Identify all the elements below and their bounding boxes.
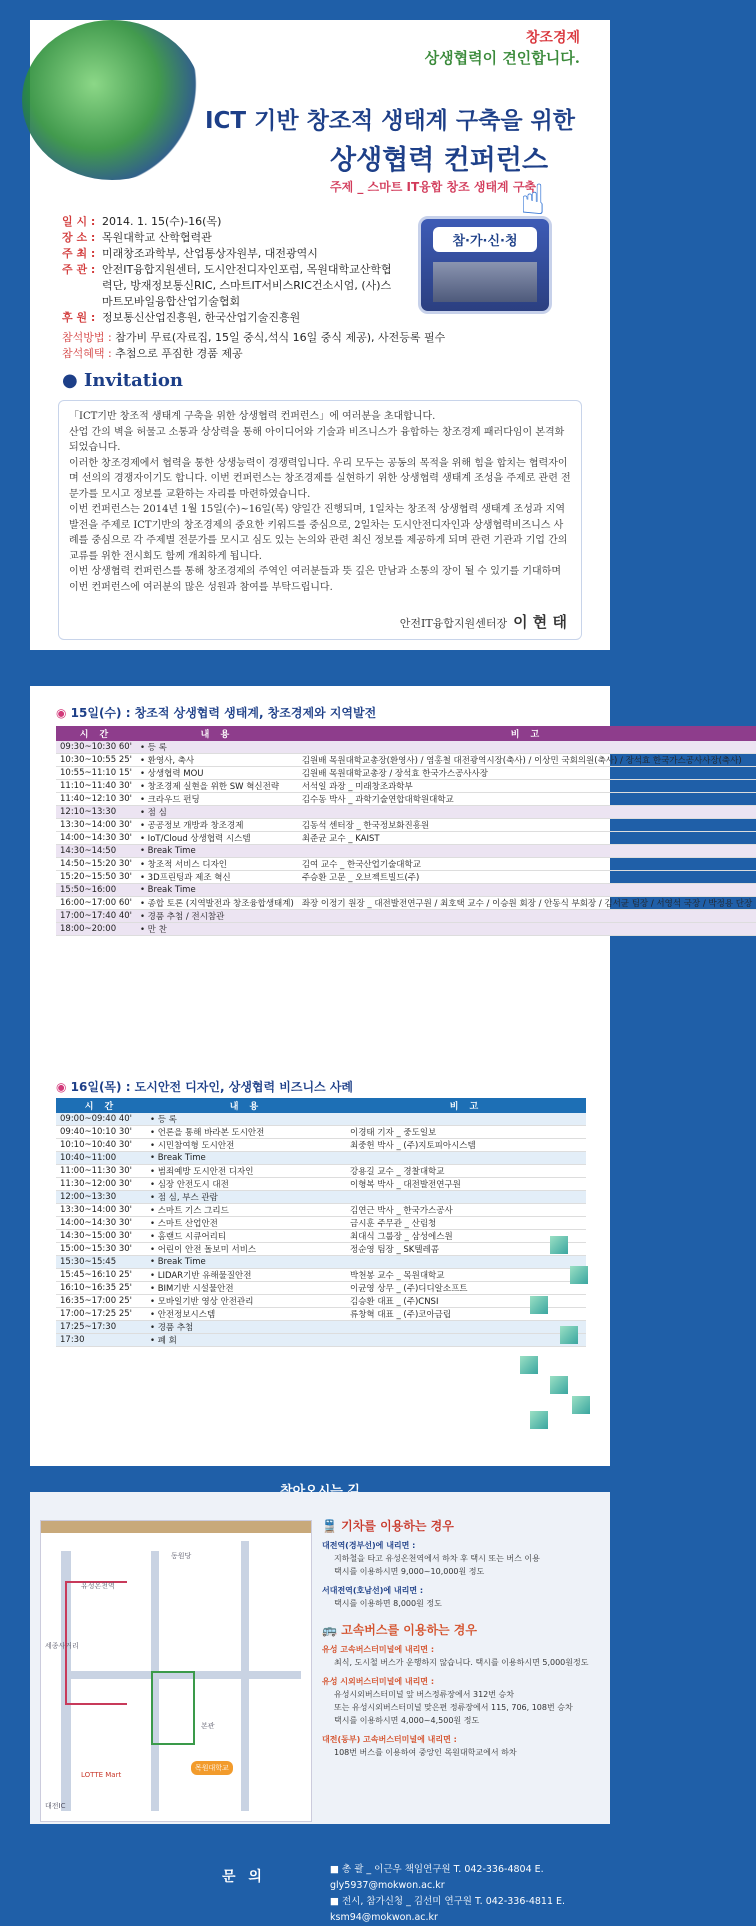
mokwon-marker: 목원대학교	[191, 1761, 233, 1775]
schedule-row: 17:30 • 폐 회	[56, 1334, 586, 1347]
train-heading: 🚆 기차를 이용하는 경우	[322, 1519, 454, 1533]
title-line2: 상생협력 컨퍼런스	[330, 145, 549, 176]
schedule-row: 09:30~10:30 60' • 등 록	[56, 741, 756, 754]
schedule-row: 15:00~15:30 30' • 어린이 안전 돌보미 서비스 정순영 팀장 _ SK텔레콤	[56, 1243, 586, 1256]
schedule-row: 11:40~12:10 30' • 크라우드 펀딩 김수동 박사 _ 과학기술연합대학원대학교	[56, 793, 756, 806]
schedule-row: 15:20~15:50 30' • 3D프린팅과 제조 혁신 주승환 고문 _ 오브젝트빌드(주)	[56, 871, 756, 884]
schedule-row: 17:25~17:30 • 경품 추첨	[56, 1321, 586, 1334]
signature: 안전IT융합지원센터장 이 현 태	[399, 612, 567, 631]
schedule-row: 18:00~20:00 • 만 찬	[56, 923, 756, 936]
directions-text: 🚆 기차를 이용하는 경우 대전역(경부선)에 내리면 : 지하철을 타고 유성온천역에서 하차 후 택시 또는 버스 이용 택시를 이용하시면 9,000~10,000원 정도 서대전역(호남선)에 내리면 : 택시를 이용하면 8,000원 정도 🚌 고속버스를 이용하는 경우 유성 고속버스터미널에 내리면 : 최식, 도시철 버스가 운행하지 않습니다. 택시를 이용하시면 5,000원정도 유성 시외버스터미널에 내리면 : 유성시외버스터미널 앞 버스정류장에서 312번 승차 또는 유성시외버스터미널 맞은편 정류장에서 115, 706, 108번 승차 택시를 이용하시면 4,000~4,500원 정도 대전(동부) 고속버스터미널에 내리면 : 108번 버스를 이용하여 중앙인 목원대학교에서 하차	[322, 1520, 602, 1759]
pointer-hand-icon: ☝	[520, 175, 546, 224]
globe-icon	[22, 20, 202, 180]
schedule-row: 14:30~15:00 30' • 홈랜드 시큐어리티 최대식 그룹장 _ 삼성에스원	[56, 1230, 586, 1243]
apply-label: 참·가·신·청	[433, 227, 537, 252]
schedule-row: 13:30~14:00 30' • 스마트 기스 그리드 김연근 박사 _ 한국가스공사	[56, 1204, 586, 1217]
schedule-row: 17:00~17:25 25' • 안전정보시스템 류창혁 대표 _ (주)코아금립	[56, 1308, 586, 1321]
monitor-icon	[433, 262, 537, 302]
schedule-row: 15:30~15:45 • Break Time	[56, 1256, 586, 1269]
day2-schedule: 시 간 내 용 비 고 09:00~09:40 40' • 등 록 09:40~10:10 30' • 언론을 통해 바라본 도시안전 이경태 기자 _ 중도일보 10:10~10:40 30' • 시민참여형 도시안전 최중헌 박사 _ (주)지토피아시스템 10:40~11:00 • Break Time 11:00~11:30 30' • 범죄예방 도시안전 디자인 강용길 교수 _ 경찰대학교 11:30~12:00 30' • 심장 안전도시 대전 이형복 박사 _ 대전발전연구원 12:00~13:30 • 점 심, 부스 관람 13:30~14:00 30' • 스마트 기스 그리드 김연근 박사 _ 한국가스공사 14:00~14:30 30' • 스마트 산업안전 금시훈 주무관 _ 산림청 14:30~15:00 30' • 홈랜드 시큐어리티 최대식 그룹장 _ 삼성에스원 15:00~15:30 30' • 어린이 안전 돌보미 서비스 정순영 팀장 _ SK텔레콤 15:30~15:45 • Break Time 15:45~16:10 25' • LIDAR기반 유해물질안전 박천봉 교수 _ 목원대학교 16:10~16:35 25' • BIM기반 시설물안전 이균영 상무 _ (주)디디알소프트 16:35~17:00 25' • 모바일기반 영상 안전관리 김승환 대표 _ (주)CNSI 17:00~17:25 25' • 안전정보시스템 류창혁 대표 _ (주)코아금립 17:25~17:30 • 경품 추첨 17:30 • 폐 회	[56, 1098, 586, 1347]
schedule-row: 10:30~10:55 25' • 환영사, 축사 김원배 목원대학교총장(환영사) / 염홍철 대전광역시장(축사) / 이상민 국회의원(축사) / 장석효 한국가스공사사장(축사)	[56, 754, 756, 767]
schedule-row: 15:45~16:10 25' • LIDAR기반 유해물질안전 박천봉 교수 _ 목원대학교	[56, 1269, 586, 1282]
attendance-notes: 참석방법 : 참가비 무료(자료집, 15일 중식,석식 16일 중식 제공), 사전등록 필수 참석혜택 : 추첨으로 푸짐한 경품 제공	[62, 331, 446, 360]
schedule-row: 10:40~11:00 • Break Time	[56, 1152, 586, 1165]
invitation-letter: 「ICT기반 창조적 생태계 구축을 위한 상생협력 컨퍼런스」에 여러분을 초대합니다. 산업 간의 벽을 허물고 소통과 상상력을 통해 아이디어와 기술과 비즈니스가 융합하는 창조경제 패러다임이 본격화되었습니다. 이러한 창조경제에서 협력을 통한 상생능력이 경쟁력입니다. 우리 모두는 공동의 목적을 위해 힘을 합치는 협력자이며 선의의 경쟁자이기도 합니다. 이번 컨퍼런스는 창조경제를 실현하기 위한 상생협력 생태계 조성을 주제로 관련 전문가를 모시고 정보를 교환하는 자리를 마련하였습니다. 이번 컨퍼런스는 2014년 1월 15일(수)~16일(목) 양일간 진행되며, 1일차는 창조적 상생협력 생태계 조성과 지역발전을 주제로 ICT기반의 창조경제의 중요한 키워드를 중심으로, 2일차는 도시안전디자인과 상생협력비즈니스 사례를 중심으로 각 주제별 전문가를 모시고 심도 있는 논의와 관련 최신 정보를 제공하게 되며 관련 기관과 기업 간의 교류를 위한 전시회도 함께 개최하게 됩니다. 이번 상생협력 컨퍼런스를 통해 창조경제의 주역인 여러분들과 뜻 깊은 만남과 소통의 장이 될 수 있기를 기대하며 이번 컨퍼런스에 여러분의 많은 성원과 참여를 부탁드립니다. 안전IT융합지원센터장 이 현 태	[58, 400, 582, 640]
schedule-row: 10:55~11:10 15' • 상생협력 MOU 김원배 목원대학교총장 / 장석효 한국가스공사사장	[56, 767, 756, 780]
title-line1: ICT 기반 창조적 생태계 구축을 위한	[205, 108, 575, 134]
schedule-row: 11:00~11:30 30' • 범죄예방 도시안전 디자인 강용길 교수 _ 경찰대학교	[56, 1165, 586, 1178]
schedule-row: 16:35~17:00 25' • 모바일기반 영상 안전관리 김승환 대표 _ (주)CNSI	[56, 1295, 586, 1308]
contact-info: ■ 총 괄 _ 이근우 책임연구원 T. 042-336-4804 E. gly5937@mokwon.ac.kr ■ 전시, 참가신청 _ 김선미 연구원 T. 042-336-4811 E. ksm94@mokwon.ac.kr	[330, 1864, 566, 1923]
apply-button[interactable]	[418, 216, 552, 314]
invitation-title: ● Invitation	[62, 370, 184, 391]
schedule-row: 12:00~13:30 • 점 심, 부스 관람	[56, 1191, 586, 1204]
schedule-row: 09:00~09:40 40' • 등 록	[56, 1113, 586, 1126]
directions-panel	[30, 1492, 610, 1824]
schedule-row: 14:30~14:50 • Break Time	[56, 845, 756, 858]
header-panel	[30, 20, 610, 650]
schedule-row: 16:10~16:35 25' • BIM기반 시설물안전 이균영 상무 _ (주)디디알소프트	[56, 1282, 586, 1295]
day1-schedule: 시 간 내 용 비 고 09:30~10:30 60' • 등 록 10:30~10:55 25' • 환영사, 축사 김원배 목원대학교총장(환영사) / 염홍철 대전광역시장(축사) / 이상민 국회의원(축사) / 장석효 한국가스공사사장(축사) 10:55~11:10 15' • 상생협력 MOU 김원배 목원대학교총장 / 장석효 한국가스공사사장 11:10~11:40 30' • 창조경제 실현을 위한 SW 혁신전략 서석일 과장 _ 미래창조과학부 11:40~12:10 30' • 크라우드 펀딩 김수동 박사 _ 과학기술연합대학원대학교 12:10~13:30 • 점 심 13:30~14:00 30' • 공공정보 개방과 창조경제 김동석 센터장 _ 한국정보화진흥원 14:00~14:30 30' • IoT/Cloud 상생협력 시스템 최준균 교수 _ KAIST 14:30~14:50 • Break Time 14:50~15:20 30' • 창조적 서비스 디자인 김여 교수 _ 한국산업기술대학교 15:20~15:50 30' • 3D프린팅과 제조 혁신 주승환 고문 _ 오브젝트빌드(주) 15:50~16:00 • Break Time 16:00~17:00 60' • 종합 토론 (지역발전과 창조융합생태계) 좌장 이정기 원장 _ 대전발전연구원 / 최호택 교수 / 이승원 회장 / 안동식 부회장 / 김서균 팀장 / 서영석 국장 / 박정용 단장 17:00~17:40 40' • 경품 추첨 / 전시참관 18:00~20:00 • 만 찬	[56, 726, 756, 936]
contact-label: 문 의	[222, 1869, 266, 1885]
subtitle: 주제 _ 스마트 IT융합 창조 생태계 구축	[330, 180, 537, 194]
schedule-row: 14:00~14:30 30' • IoT/Cloud 상생협력 시스템 최준균 교수 _ KAIST	[56, 832, 756, 845]
schedule-row: 14:00~14:30 30' • 스마트 산업안전 금시훈 주무관 _ 산림청	[56, 1217, 586, 1230]
event-info: 일 시 : 2014. 1. 15(수)-16(목) 장 소 : 목원대학교 산학협력관 주 최 : 미래창조과학부, 산업통상자원부, 대전광역시 주 관 : 안전IT융합지원센터, 도시안전디자인포럼, 목원대학교산학협력단, 방재정보통신RIC, 스마트IT서비스RIC건소시엄, (사)스마트모바일융합산업기술협회 후 원 : 정보통신산업진흥원, 한국산업기술진흥원	[62, 215, 392, 324]
location-map[interactable]: 동원당 유성온천역 목원대학교 LOTTE Mart 대전IC 세종사거리 본관	[40, 1520, 312, 1822]
schedule-row: 11:10~11:40 30' • 창조경제 실현을 위한 SW 혁신전략 서석일 과장 _ 미래창조과학부	[56, 780, 756, 793]
contact-footer	[0, 1848, 640, 1922]
schedule-row: 11:30~12:00 30' • 심장 안전도시 대전 이형복 박사 _ 대전발전연구원	[56, 1178, 586, 1191]
schedule-row: 17:00~17:40 40' • 경품 추첨 / 전시참관	[56, 910, 756, 923]
program-panel	[30, 686, 753, 1466]
day2-title: ◉ 16일(목) : 도시안전 디자인, 상생협력 비즈니스 사례	[56, 1080, 354, 1094]
schedule-row: 14:50~15:20 30' • 창조적 서비스 디자인 김여 교수 _ 한국산업기술대학교	[56, 858, 756, 871]
slogan: 창조경제 상생협력이 견인합니다.	[424, 30, 580, 67]
schedule-row: 13:30~14:00 30' • 공공정보 개방과 창조경제 김동석 센터장 _ 한국정보화진흥원	[56, 819, 756, 832]
schedule-row: 16:00~17:00 60' • 종합 토론 (지역발전과 창조융합생태계) 좌장 이정기 원장 _ 대전발전연구원 / 최호택 교수 / 이승원 회장 / 안동식 부회장 / 김서균 팀장 / 서영석 국장 / 박정용 단장	[56, 897, 756, 910]
schedule-row: 09:40~10:10 30' • 언론을 통해 바라본 도시안전 이경태 기자 _ 중도일보	[56, 1126, 586, 1139]
day1-title: ◉ 15일(수) : 창조적 상생협력 생태계, 창조경제와 지역발전	[56, 706, 377, 720]
bus-heading: 🚌 고속버스를 이용하는 경우	[322, 1623, 477, 1637]
decorative-cubes	[510, 1226, 600, 1446]
schedule-row: 12:10~13:30 • 점 심	[56, 806, 756, 819]
map-legend-bar	[41, 1521, 311, 1533]
schedule-row: 10:10~10:40 30' • 시민참여형 도시안전 최중헌 박사 _ (주)지토피아시스템	[56, 1139, 586, 1152]
schedule-row: 15:50~16:00 • Break Time	[56, 884, 756, 897]
